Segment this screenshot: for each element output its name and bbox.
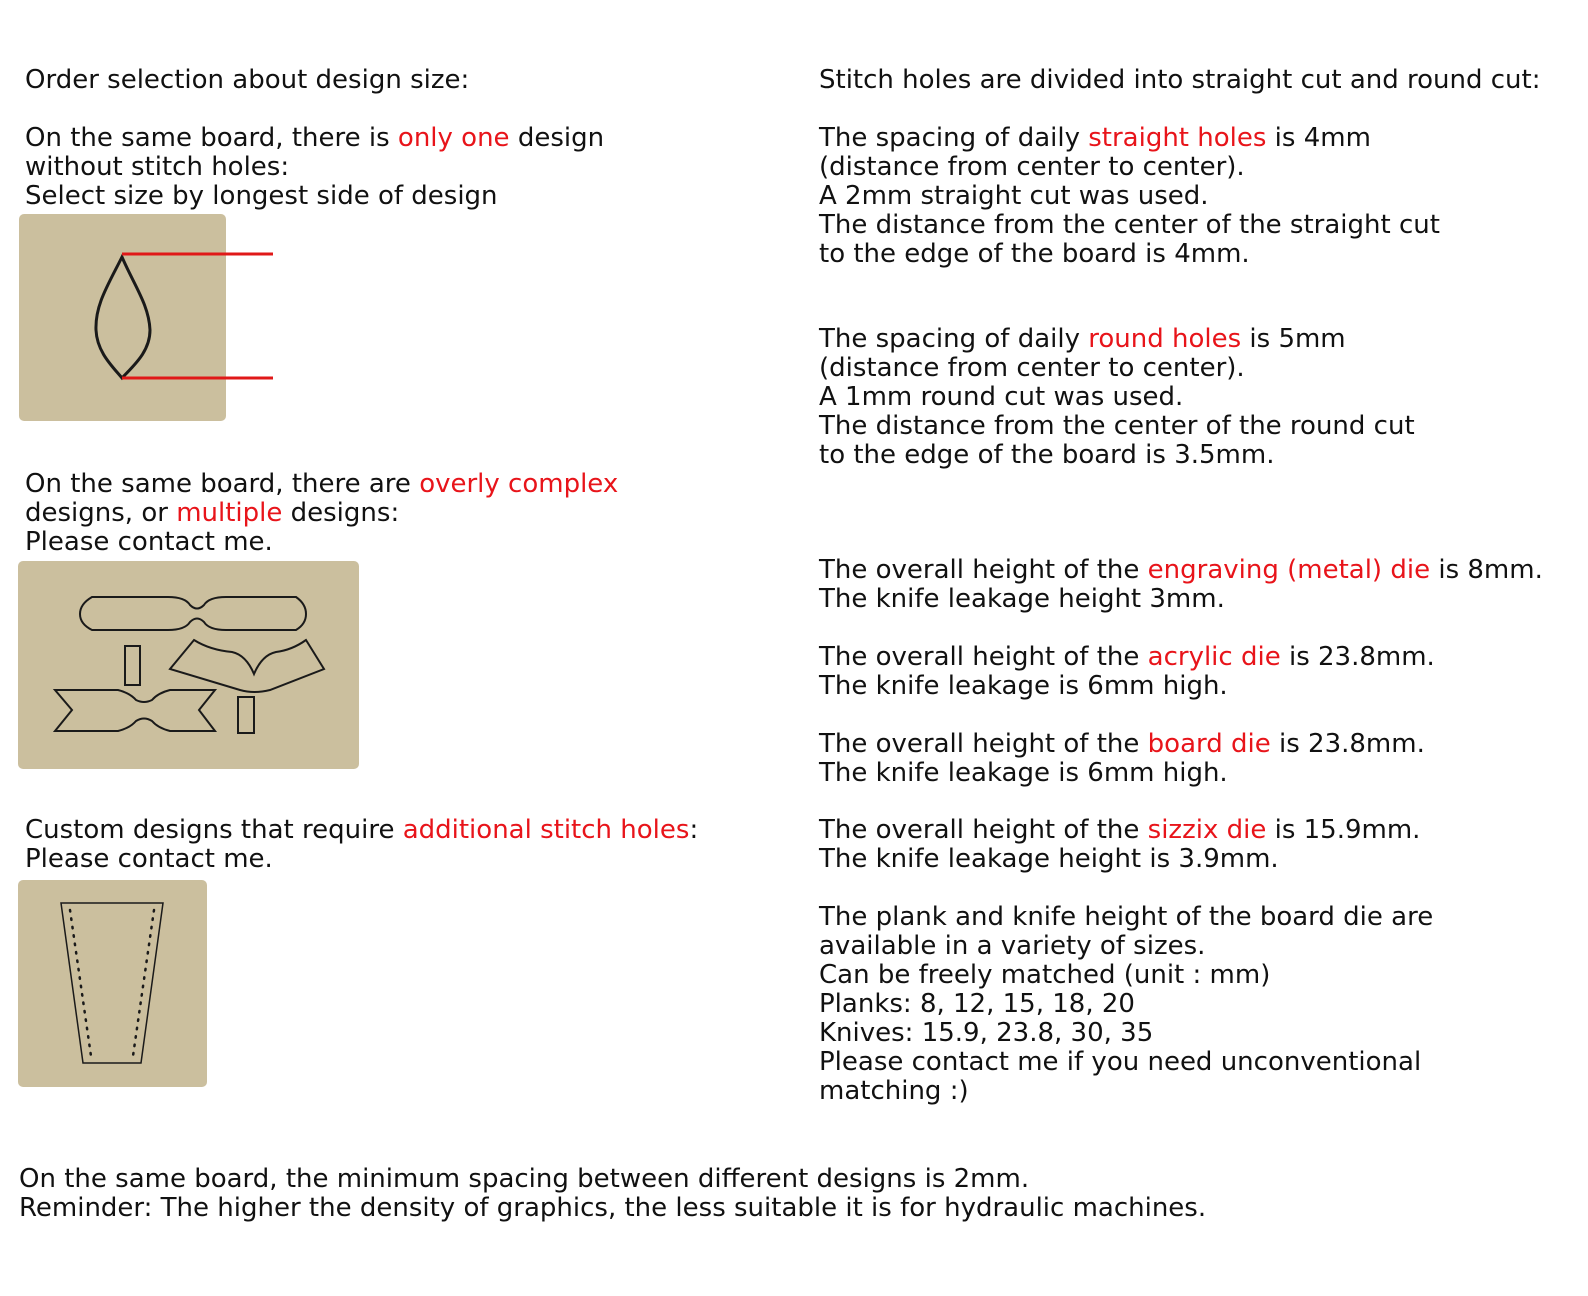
straight-holes-text: The spacing of daily straight holes is 4mm (distance from center to center). A 2mm straight cut was used. The distance from the center of the straight cut to the edge of the board is 4mm. bbox=[819, 123, 1440, 269]
footer-notes: On the same board, the minimum spacing between different designs is 2mm. Reminder: The higher the density of graphics, the less suitable it is for hydraulic machines. bbox=[19, 1164, 1207, 1223]
sizzix-die-text: The overall height of the sizzix die is 15.9mm. The knife leakage height is 3.9mm. bbox=[819, 815, 1421, 874]
stitch-row-left bbox=[70, 910, 91, 1056]
right-heading: Stitch holes are divided into straight cut and round cut: bbox=[819, 65, 1541, 95]
stitch-row-right bbox=[133, 910, 154, 1056]
acrylic-die-text: The overall height of the acrylic die is 23.8mm. The knife leakage is 6mm high. bbox=[819, 642, 1435, 701]
trapezoid-outline bbox=[61, 903, 163, 1063]
plank-knife-text: The plank and knife height of the board die are available in a variety of sizes. Can be freely matched (unit : mm) Planks: 8, 12, 15, 18, 20 Knives: 15.9, 23.8, 30, 35 Please contact me if you need unconventional matching :) bbox=[819, 902, 1434, 1106]
stitch-holes-text: Custom designs that require additional stitch holes: Please contact me. bbox=[25, 815, 699, 874]
round-holes-text: The spacing of daily round holes is 5mm (distance from center to center). A 1mm round cut was used. The distance from the center of the round cut to the edge of the board is 3.5mm. bbox=[819, 324, 1415, 470]
engraving-die-text: The overall height of the engraving (metal) die is 8mm. The knife leakage height 3mm. bbox=[819, 555, 1543, 614]
left-heading: Order selection about design size: bbox=[25, 65, 470, 95]
single-design-text: On the same board, there is only one design without stitch holes: Select size by longest side of design bbox=[25, 123, 605, 211]
complex-design-text: On the same board, there are overly complex designs, or multiple designs: Please contact me. bbox=[25, 469, 619, 557]
board-die-text: The overall height of the board die is 23.8mm. The knife leakage is 6mm high. bbox=[819, 729, 1425, 788]
